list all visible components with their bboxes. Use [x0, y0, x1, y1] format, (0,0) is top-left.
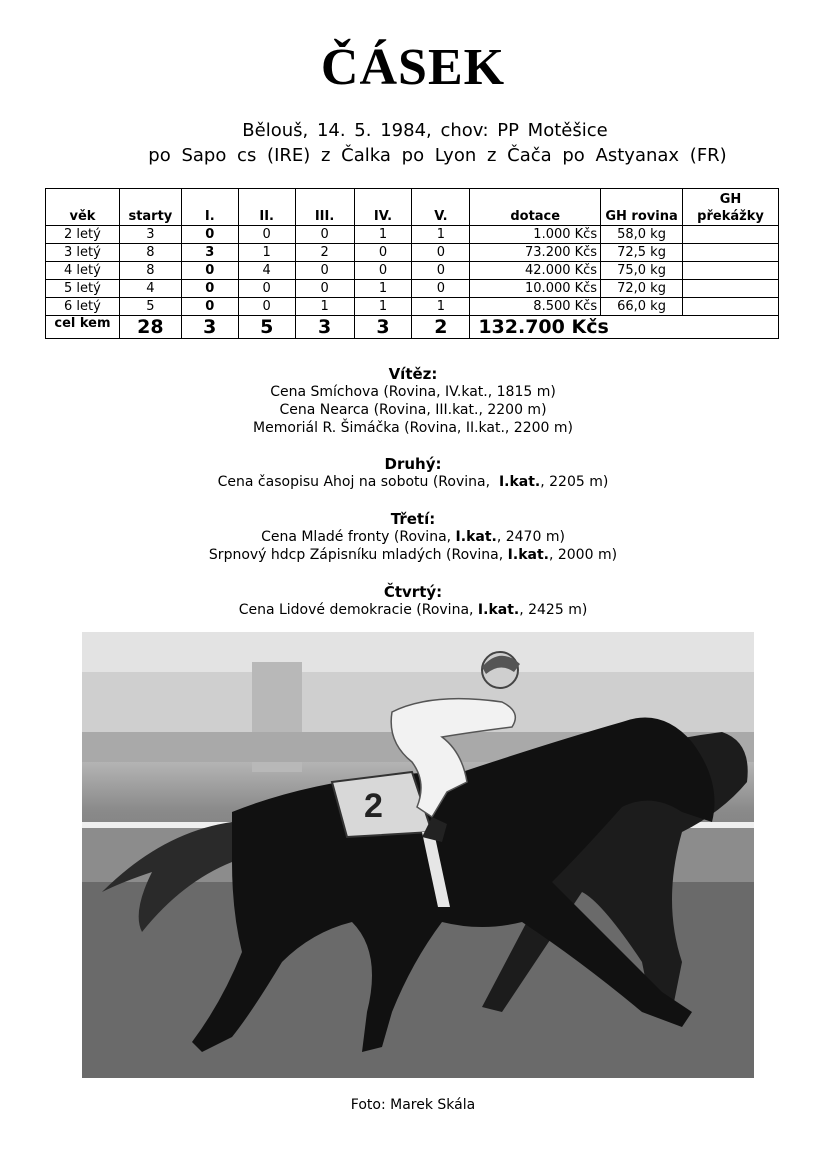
- cell-first: 0: [181, 226, 238, 244]
- total-label: cel kem: [46, 316, 120, 339]
- header-starts: starty: [119, 189, 181, 226]
- cell-second: 1: [238, 244, 295, 262]
- header-second: II.: [238, 189, 295, 226]
- third-section: [0, 510, 826, 564]
- cell-second: 0: [238, 226, 295, 244]
- winner-race-1: Cena Smíchova (Rovina, IV.kat., 1815 m): [270, 384, 556, 400]
- cell-starts: 4: [119, 280, 181, 298]
- cell-gh-flat: 66,0 kg: [601, 298, 683, 316]
- table-header-row: [46, 189, 779, 226]
- cell-first: 0: [181, 280, 238, 298]
- header-first: I.: [181, 189, 238, 226]
- cell-prize: 8.500 Kčs: [470, 298, 601, 316]
- cell-fourth: 0: [354, 262, 412, 280]
- page-title: ČÁSEK: [320, 39, 506, 96]
- third-race-2-distance: , 2000 m): [548, 547, 618, 563]
- second-race-1-category: I.kat.: [498, 474, 541, 490]
- cell-first: 0: [181, 262, 238, 280]
- winner-heading: Vítěz:: [388, 365, 438, 383]
- cell-gh-jump: [683, 226, 779, 244]
- cell-gh-flat: 58,0 kg: [601, 226, 683, 244]
- third-race-2-text: Srpnový hdcp Zápisníku mladých (Rovina,: [208, 547, 508, 563]
- cell-gh-flat: 72,5 kg: [601, 244, 683, 262]
- total-prize: 132.700 Kčs: [470, 316, 779, 339]
- cell-starts: 8: [119, 244, 181, 262]
- pedigree-line-1: Bělouš, 14. 5. 1984, chov: PP Motěšice: [242, 120, 608, 141]
- fourth-heading: Čtvrtý:: [383, 583, 443, 601]
- second-section: [0, 455, 826, 491]
- photo-credit: Foto: Marek Skála: [350, 1097, 476, 1113]
- total-third: 3: [295, 316, 354, 339]
- race-photo: [82, 632, 754, 1078]
- cell-fourth: 1: [354, 226, 412, 244]
- cell-first: 3: [181, 244, 238, 262]
- cell-gh-flat: 75,0 kg: [601, 262, 683, 280]
- header-fifth: V.: [412, 189, 470, 226]
- third-race-2-category: I.kat.: [507, 547, 549, 563]
- table-row: [46, 226, 779, 244]
- cell-prize: 73.200 Kčs: [470, 244, 601, 262]
- cell-fourth: 0: [354, 244, 412, 262]
- second-race-1-distance: , 2205 m): [540, 474, 609, 490]
- header-fourth: IV.: [354, 189, 412, 226]
- winner-section: [0, 365, 826, 437]
- header-prize: dotace: [470, 189, 601, 226]
- third-race-1-distance: , 2470 m): [496, 529, 565, 545]
- winner-race-2: Cena Nearca (Rovina, III.kat., 2200 m): [279, 402, 547, 418]
- cell-fifth: 1: [412, 226, 470, 244]
- fourth-section: [0, 583, 826, 619]
- cell-prize: 42.000 Kčs: [470, 262, 601, 280]
- cell-prize: 1.000 Kčs: [470, 226, 601, 244]
- cell-gh-jump: [683, 298, 779, 316]
- third-race-1-text: Cena Mladé fronty (Rovina,: [261, 529, 456, 545]
- third-race-1: [0, 528, 826, 546]
- cell-second: 0: [238, 280, 295, 298]
- header-age: věk: [46, 189, 120, 226]
- cell-prize: 10.000 Kčs: [470, 280, 601, 298]
- cell-fourth: 1: [354, 298, 412, 316]
- cell-age: 6 letý: [46, 298, 120, 316]
- race-stats-table: [45, 188, 779, 339]
- cell-fifth: 0: [412, 280, 470, 298]
- cell-third: 0: [295, 280, 354, 298]
- cell-gh-jump: [683, 280, 779, 298]
- second-heading: Druhý:: [384, 455, 442, 473]
- cell-third: 1: [295, 298, 354, 316]
- fourth-race-1-distance: , 2425 m): [519, 602, 588, 618]
- cell-starts: 3: [119, 226, 181, 244]
- winner-race-3: Memoriál R. Šimáčka (Rovina, II.kat., 2200 m): [253, 420, 573, 436]
- cell-third: 0: [295, 262, 354, 280]
- cell-starts: 5: [119, 298, 181, 316]
- table-row: [46, 280, 779, 298]
- table-total-row: [46, 316, 779, 339]
- total-second: 5: [238, 316, 295, 339]
- fourth-race-1: [0, 601, 826, 619]
- second-race-1-text: Cena časopisu Ahoj na sobotu (Rovina,: [217, 474, 499, 490]
- cell-age: 3 letý: [46, 244, 120, 262]
- cell-gh-jump: [683, 262, 779, 280]
- third-race-2: [0, 546, 826, 564]
- header-gh-jump: GH překážky: [683, 189, 779, 226]
- pedigree-line-2: po Sapo cs (IRE) z Čalka po Lyon z Čača po Astyanax (FR): [148, 145, 727, 166]
- cell-third: 2: [295, 244, 354, 262]
- second-race-1: [0, 473, 826, 491]
- table-row: [46, 262, 779, 280]
- cell-age: 2 letý: [46, 226, 120, 244]
- fourth-race-1-text: Cena Lidové demokracie (Rovina,: [238, 602, 478, 618]
- fourth-race-1-category: I.kat.: [477, 602, 520, 618]
- saddle-number: 2: [364, 787, 383, 825]
- cell-starts: 8: [119, 262, 181, 280]
- cell-fifth: 0: [412, 244, 470, 262]
- cell-third: 0: [295, 226, 354, 244]
- table-row: [46, 298, 779, 316]
- cell-fourth: 1: [354, 280, 412, 298]
- cell-fifth: 1: [412, 298, 470, 316]
- total-fourth: 3: [354, 316, 412, 339]
- cell-second: 4: [238, 262, 295, 280]
- third-race-1-category: I.kat.: [455, 529, 497, 545]
- cell-second: 0: [238, 298, 295, 316]
- cell-age: 4 letý: [46, 262, 120, 280]
- cell-fifth: 0: [412, 262, 470, 280]
- horse-race-illustration: [82, 632, 754, 1078]
- third-heading: Třetí:: [390, 510, 436, 528]
- cell-age: 5 letý: [46, 280, 120, 298]
- total-fifth: 2: [412, 316, 470, 339]
- table-row: [46, 244, 779, 262]
- total-starts: 28: [119, 316, 181, 339]
- header-gh-flat: GH rovina: [601, 189, 683, 226]
- cell-first: 0: [181, 298, 238, 316]
- total-first: 3: [181, 316, 238, 339]
- cell-gh-flat: 72,0 kg: [601, 280, 683, 298]
- cell-gh-jump: [683, 244, 779, 262]
- header-third: III.: [295, 189, 354, 226]
